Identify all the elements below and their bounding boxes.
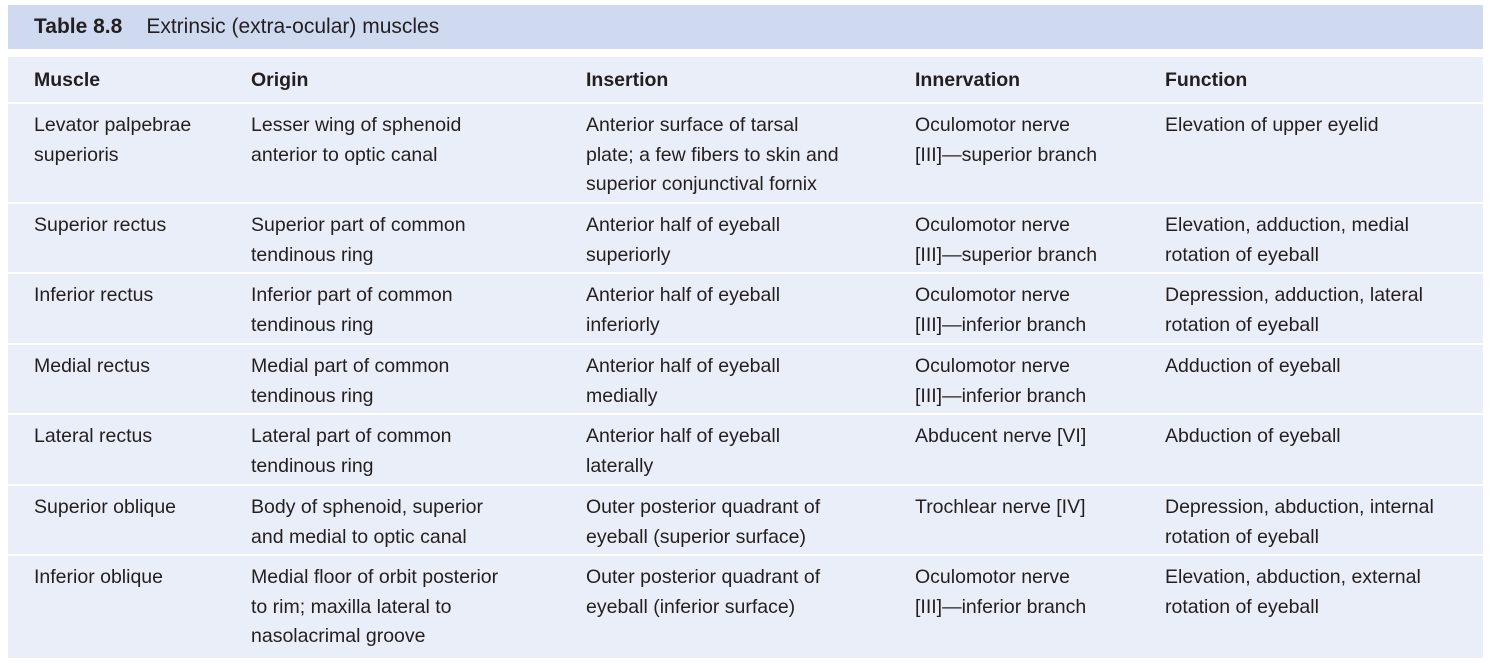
- cell-muscle: Superior rectus: [34, 214, 167, 236]
- table-row: [8, 556, 1483, 656]
- table-row: [8, 204, 1483, 272]
- cell-muscle: Superior oblique: [34, 496, 177, 518]
- cell-origin: Medial floor of orbit posterior to rim; maxilla lateral to nasolacrimal groove: [251, 566, 499, 647]
- cell-origin: Medial part of common tendinous ring: [251, 355, 450, 407]
- cell-innervation: Oculomotor nerve [III]—superior branch: [915, 214, 1098, 266]
- cell-muscle: Levator palpebrae superioris: [34, 114, 192, 166]
- table-label: Table 8.8: [34, 15, 123, 38]
- header-insertion: Insertion: [586, 69, 669, 91]
- cell-origin: Lateral part of common tendinous ring: [251, 425, 452, 477]
- header-innervation: Innervation: [915, 69, 1021, 91]
- cell-insertion: Anterior half of eyeball inferiorly: [586, 284, 781, 336]
- cell-insertion: Anterior half of eyeball medially: [586, 355, 781, 407]
- muscle-table: [8, 57, 1483, 658]
- table-caption: Extrinsic (extra-ocular) muscles: [146, 15, 440, 38]
- cell-origin: Superior part of common tendinous ring: [251, 214, 466, 266]
- cell-function: Abduction of eyeball: [1165, 425, 1341, 447]
- cell-insertion: Anterior half of eyeball superiorly: [586, 214, 781, 266]
- cell-muscle: Inferior rectus: [34, 284, 154, 306]
- cell-function: Adduction of eyeball: [1165, 355, 1341, 377]
- table-row: [8, 345, 1483, 413]
- cell-insertion: Outer posterior quadrant of eyeball (superior surface): [586, 496, 821, 548]
- table-row: [8, 486, 1483, 554]
- cell-function: Depression, abduction, internal rotation of eyeball: [1165, 496, 1434, 548]
- header-origin: Origin: [251, 69, 309, 91]
- cell-innervation: Oculomotor nerve [III]—inferior branch: [915, 355, 1087, 407]
- cell-innervation: Oculomotor nerve [III]—inferior branch: [915, 566, 1087, 618]
- table-title-bar: [8, 5, 1483, 49]
- table-row: [8, 274, 1483, 343]
- cell-insertion: Anterior half of eyeball laterally: [586, 425, 781, 477]
- cell-origin: Body of sphenoid, superior and medial to optic canal: [251, 496, 483, 548]
- table-header-row: [8, 57, 1483, 102]
- cell-origin: Inferior part of common tendinous ring: [251, 284, 453, 336]
- cell-function: Elevation, abduction, external rotation of eyeball: [1165, 566, 1421, 618]
- header-muscle: Muscle: [34, 69, 101, 91]
- header-function: Function: [1165, 69, 1248, 91]
- cell-innervation: Abducent nerve [VI]: [915, 425, 1087, 447]
- cell-innervation: Oculomotor nerve [III]—superior branch: [915, 114, 1098, 166]
- cell-insertion: Outer posterior quadrant of eyeball (inferior surface): [586, 566, 821, 618]
- table-row: [8, 104, 1483, 202]
- cell-muscle: Inferior oblique: [34, 566, 163, 588]
- cell-insertion: Anterior surface of tarsal plate; a few fibers to skin and superior conjunctival fornix: [586, 114, 839, 195]
- cell-origin: Lesser wing of sphenoid anterior to optic canal: [251, 114, 462, 166]
- cell-muscle: Medial rectus: [34, 355, 150, 377]
- table-row: [8, 415, 1483, 484]
- cell-function: Depression, adduction, lateral rotation of eyeball: [1165, 284, 1423, 336]
- cell-innervation: Oculomotor nerve [III]—inferior branch: [915, 284, 1087, 336]
- cell-function: Elevation, adduction, medial rotation of eyeball: [1165, 214, 1409, 266]
- cell-muscle: Lateral rectus: [34, 425, 153, 447]
- cell-innervation: Trochlear nerve [IV]: [915, 496, 1086, 518]
- cell-function: Elevation of upper eyelid: [1165, 114, 1379, 136]
